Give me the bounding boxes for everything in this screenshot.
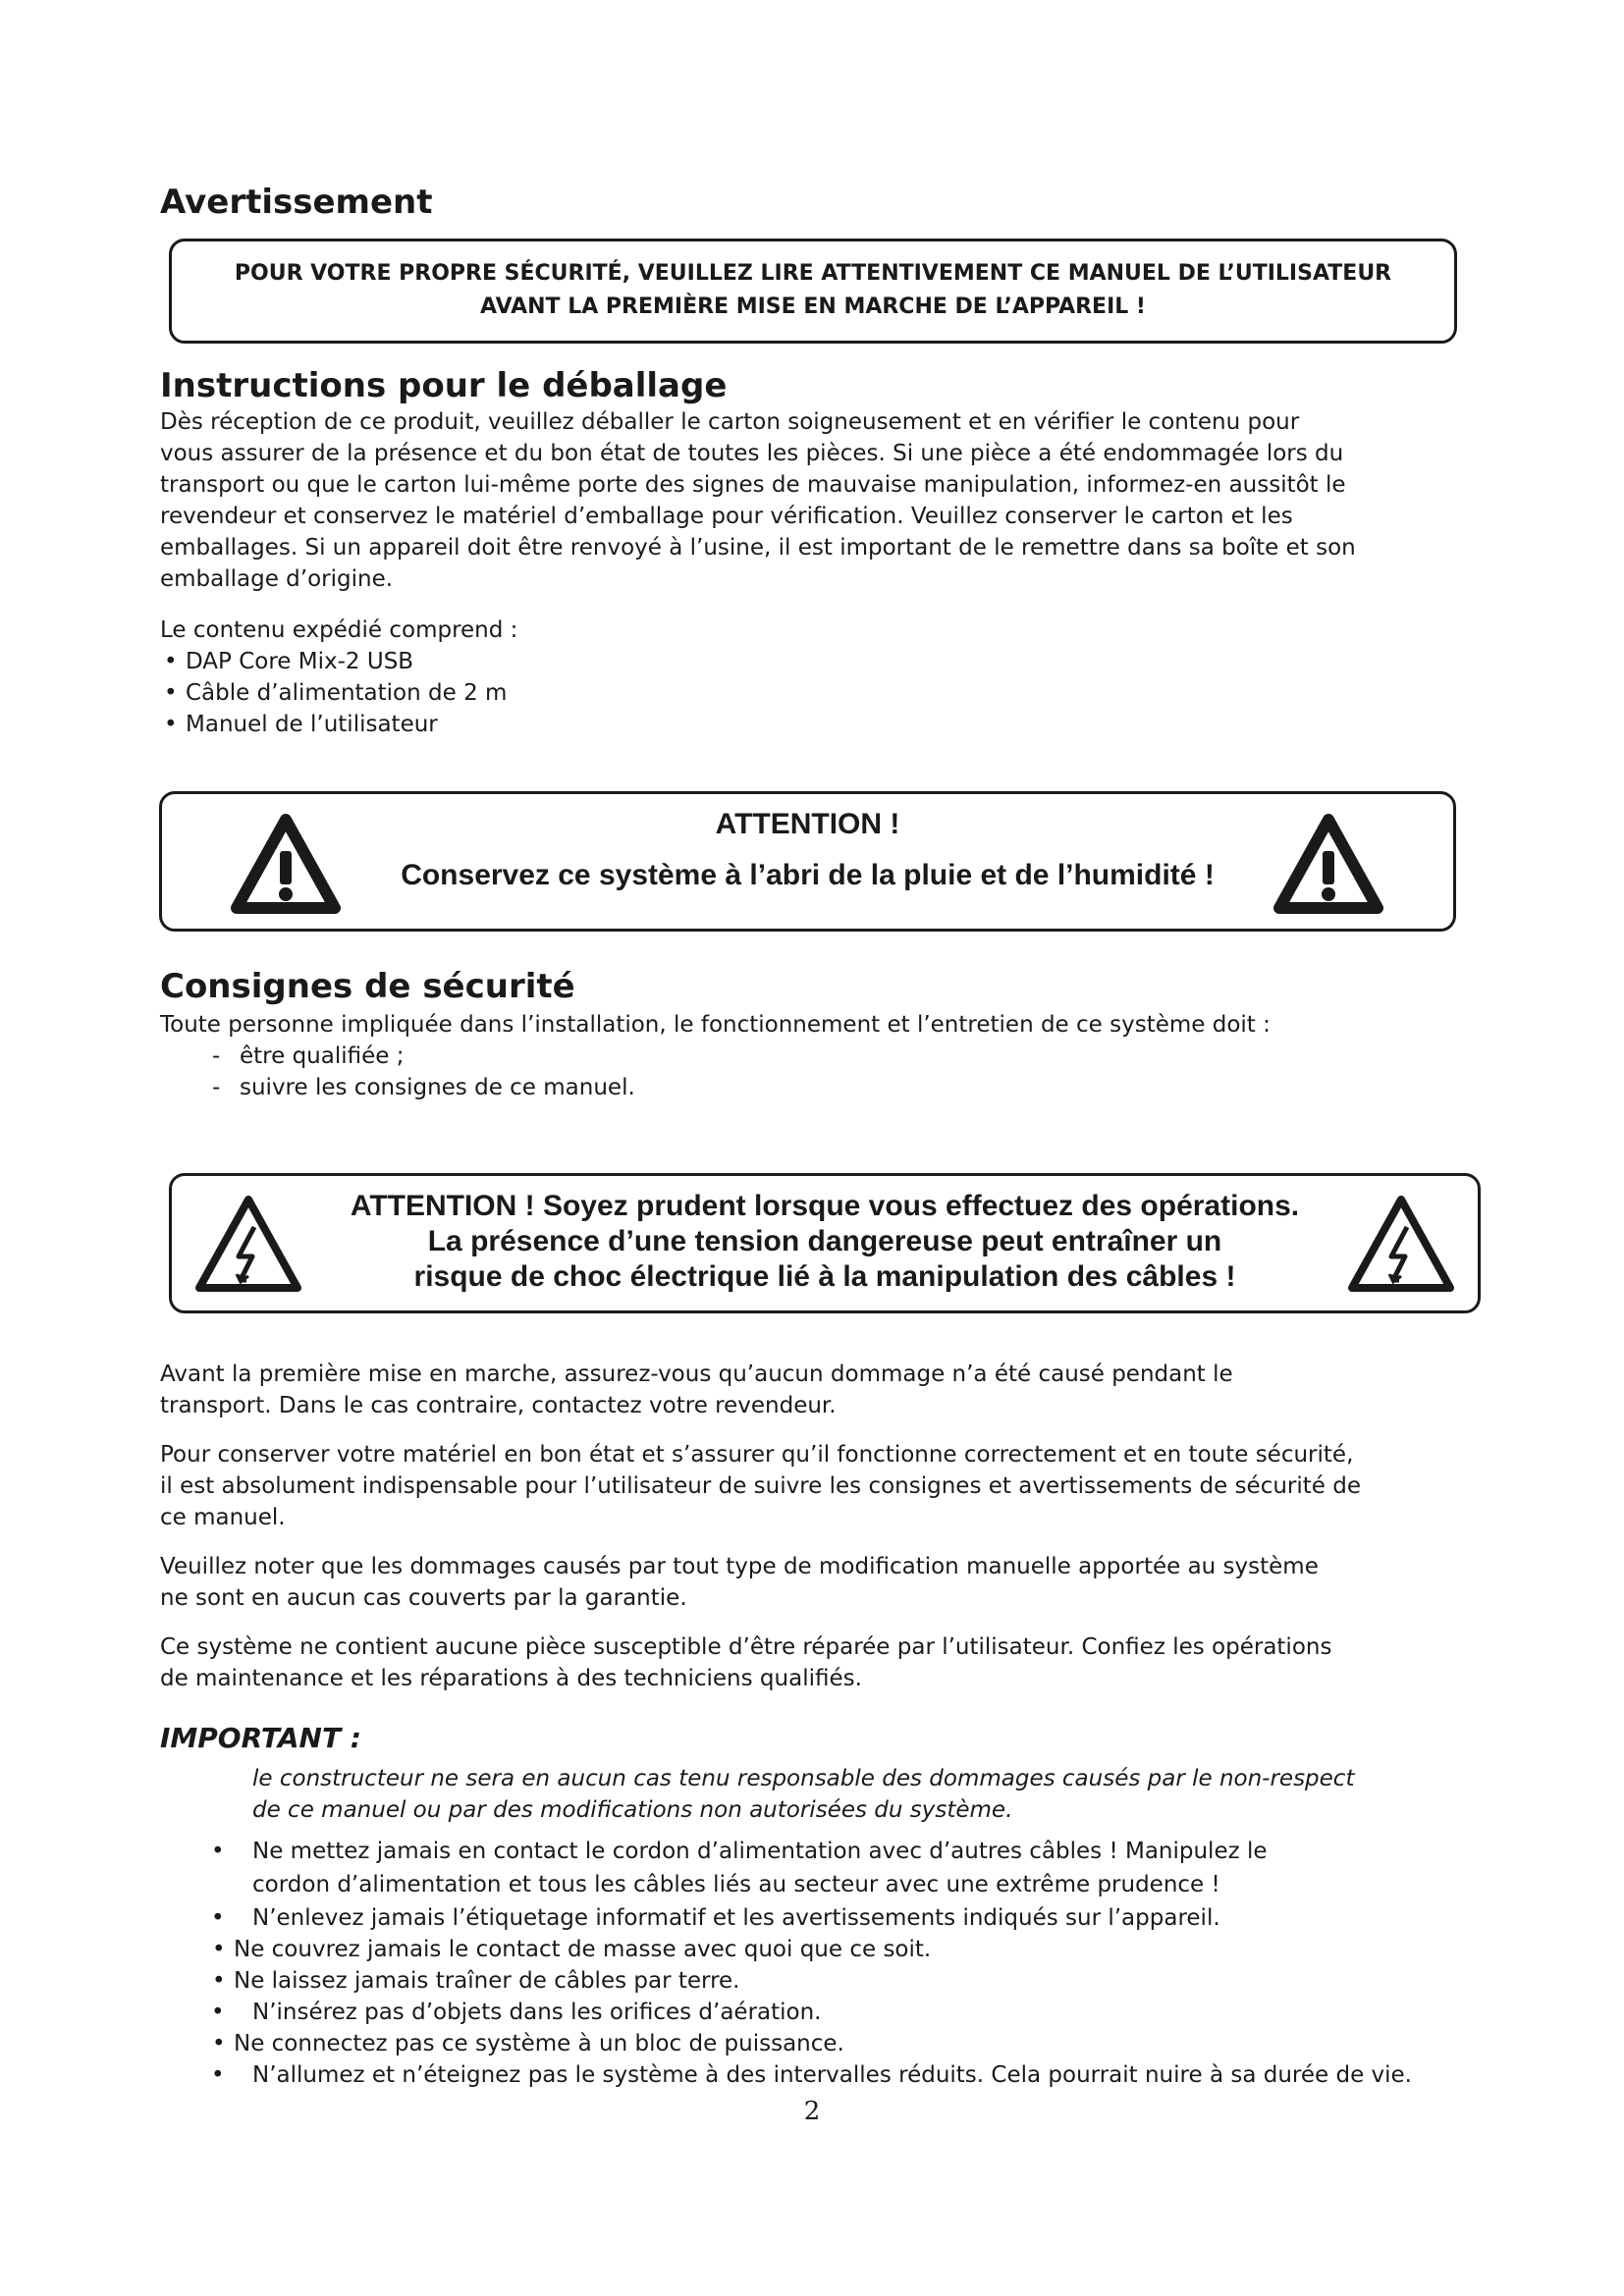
list-item: • N’enlevez jamais l’étiquetage informatif et les avertissements indiqués sur l’appareil. <box>252 1902 1489 1934</box>
paragraph-line: Veuillez noter que les dommages causés par tout type de modification manuelle apportée au système <box>160 1554 1319 1579</box>
attention-box <box>159 791 1456 932</box>
warning-triangle-icon <box>1273 814 1383 916</box>
unpacking-line: Dès réception de ce produit, veuillez déballer le carton soigneusement et en vérifier le contenu pour <box>160 409 1300 435</box>
list-item: cordon d’alimentation et tous les câbles liés au secteur avec une extrême prudence ! <box>252 1872 1220 1897</box>
contents-intro: Le contenu expédié comprend : <box>160 617 518 643</box>
paragraph-line: transport. Dans le cas contraire, contactez votre revendeur. <box>160 1393 837 1418</box>
important-rules <box>211 1836 1489 2091</box>
bullet: • <box>212 1937 226 1962</box>
bullet: • <box>211 2062 225 2088</box>
warning-box <box>169 239 1457 344</box>
list-item: • N’allumez et n’éteignez pas le système à des intervalles réduits. Cela pourrait nuire à sa durée de vie. <box>252 2059 1489 2091</box>
paragraph-warranty <box>160 1551 1495 1614</box>
important-note-line: le constructeur ne sera en aucun cas tenu responsable des dommages causés par le non-respect <box>252 1766 1355 1791</box>
attention-message: Conservez ce système à l’abri de la pluie et de l’humidité ! <box>401 859 1215 891</box>
list-item: • Ne couvrez jamais le contact de masse avec quoi que ce soit. <box>234 1934 1471 1965</box>
attention-title: ATTENTION ! <box>715 808 900 840</box>
paragraph-line: Pour conserver votre matériel en bon état et s’assurer qu’il fonctionne correctement et en toute sécurité, <box>160 1442 1354 1468</box>
unpacking-line: vous assurer de la présence et du bon état de toutes les pièces. Si une pièce a été endommagée lors du <box>160 441 1344 466</box>
bullet: • <box>212 2031 226 2056</box>
unpacking-line: emballages. Si un appareil doit être renvoyé à l’usine, il est important de le remettre dans sa boîte et son <box>160 535 1356 561</box>
unpacking-line: emballage d’origine. <box>160 566 394 592</box>
list-item: • Manuel de l’utilisateur <box>186 709 507 740</box>
warning-heading: Avertissement <box>160 183 433 222</box>
unpacking-line: revendeur et conservez le matériel d’emballage pour vérification. Veuillez conserver le carton et les <box>160 504 1293 529</box>
bullet: • <box>211 1839 225 1864</box>
list-item: • Ne laissez jamais traîner de câbles par terre. <box>234 1965 1471 1997</box>
bullet: • <box>212 1968 226 1994</box>
contents-list <box>186 646 507 740</box>
paragraph-line: de maintenance et les réparations à des techniciens qualifiés. <box>160 1666 862 1691</box>
list-item: • Câble d’alimentation de 2 m <box>186 677 507 709</box>
bullet: • <box>211 2000 225 2025</box>
bullet: • <box>211 1905 225 1931</box>
safety-intro: Toute personne impliquée dans l’installation, le fonctionnement et l’entretien de ce système doit : <box>160 1012 1271 1038</box>
unpacking-paragraph <box>160 406 1476 595</box>
safety-heading: Consignes de sécurité <box>160 967 575 1006</box>
shock-line3: risque de choc électrique lié à la manipulation des câbles ! <box>413 1260 1236 1293</box>
high-voltage-icon <box>1346 1194 1456 1296</box>
important-note <box>252 1763 1489 1826</box>
warning-box-line2: AVANT LA PREMIÈRE MISE EN MARCHE DE L’APPAREIL ! <box>480 294 1146 319</box>
warning-box-line1: POUR VOTRE PROPRE SÉCURITÉ, VEUILLEZ LIRE ATTENTIVEMENT CE MANUEL DE L’UTILISATEUR <box>234 261 1392 286</box>
paragraph-line: ne sont en aucun cas couverts par la garantie. <box>160 1585 687 1611</box>
list-item: • N’insérez pas d’objets dans les orifices d’aération. <box>252 1997 1489 2028</box>
paragraph-maintenance <box>160 1439 1495 1533</box>
shock-box <box>169 1173 1481 1313</box>
shock-line1: ATTENTION ! Soyez prudent lorsque vous effectuez des opérations. <box>350 1190 1300 1222</box>
list-item: - suivre les consignes de ce manuel. <box>240 1072 635 1103</box>
list-item: - être qualifiée ; <box>240 1041 635 1072</box>
paragraph-first-use <box>160 1359 1495 1421</box>
paragraph-line: Ce système ne contient aucune pièce susceptible d’être réparée par l’utilisateur. Confiez les opérations <box>160 1634 1332 1660</box>
important-note-line: de ce manuel ou par des modifications non autorisées du système. <box>252 1797 1013 1823</box>
unpacking-line: transport ou que le carton lui-même porte des signes de mauvaise manipulation, informez-en aussitôt le <box>160 472 1346 498</box>
paragraph-repairs <box>160 1631 1495 1694</box>
unpacking-heading: Instructions pour le déballage <box>160 366 728 405</box>
paragraph-line: Avant la première mise en marche, assurez-vous qu’aucun dommage n’a été causé pendant le <box>160 1362 1233 1387</box>
list-item: • DAP Core Mix-2 USB <box>186 646 507 677</box>
paragraph-line: il est absolument indispensable pour l’utilisateur de suivre les consignes et avertissements de sécurité de <box>160 1473 1362 1499</box>
page-number: 2 <box>803 2097 821 2126</box>
safety-requirements <box>240 1041 635 1103</box>
paragraph-line: ce manuel. <box>160 1505 286 1530</box>
important-heading: IMPORTANT : <box>160 1722 361 1754</box>
list-item: • Ne mettez jamais en contact le cordon d’alimentation avec d’autres câbles ! Manipulez le <box>252 1836 1489 1869</box>
list-item: • Ne connectez pas ce système à un bloc de puissance. <box>234 2028 1471 2059</box>
shock-line2: La présence d’une tension dangereuse peut entraîner un <box>427 1225 1222 1257</box>
